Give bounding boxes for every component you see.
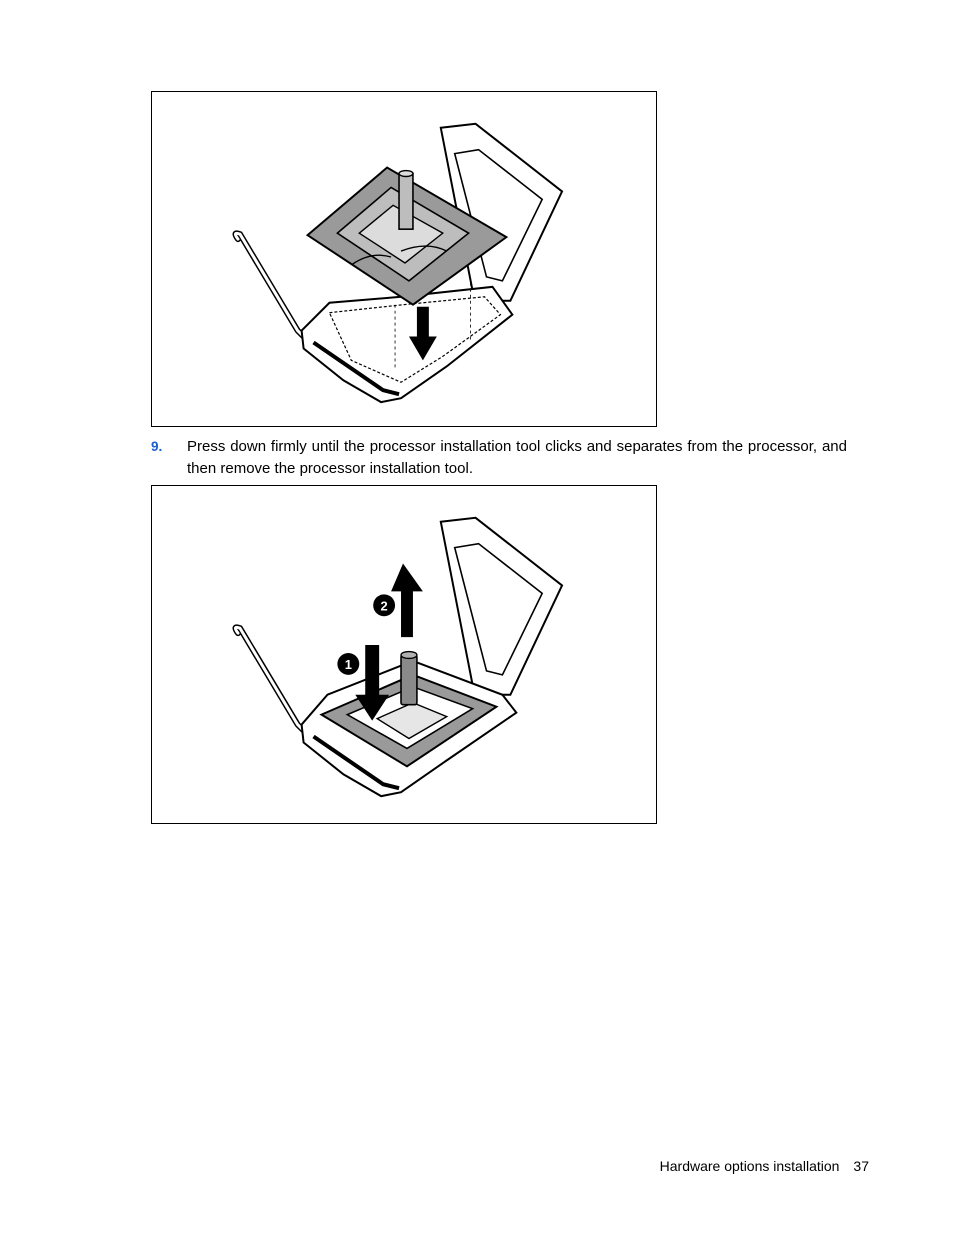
installation-tool-handle <box>399 174 413 230</box>
callout-2: 2 <box>380 598 388 614</box>
figure-processor-install-tool-lowering <box>151 91 657 427</box>
step-text: Press down firmly until the processor installation tool clicks and separates from the processor, and then remove the processor installation tool. <box>187 438 847 477</box>
processor-socket-illustration-2 <box>152 486 656 823</box>
step-number: 9. <box>151 439 163 454</box>
processor-socket-illustration-1 <box>152 92 656 426</box>
figure-processor-install-tool-removal <box>151 485 657 824</box>
installation-tool-handle <box>401 655 417 705</box>
footer-section-title: Hardware options installation <box>659 1158 840 1174</box>
page-footer <box>660 1158 869 1174</box>
up-arrow <box>391 564 423 638</box>
callout-1: 1 <box>344 656 352 672</box>
page-number: 37 <box>853 1158 869 1174</box>
